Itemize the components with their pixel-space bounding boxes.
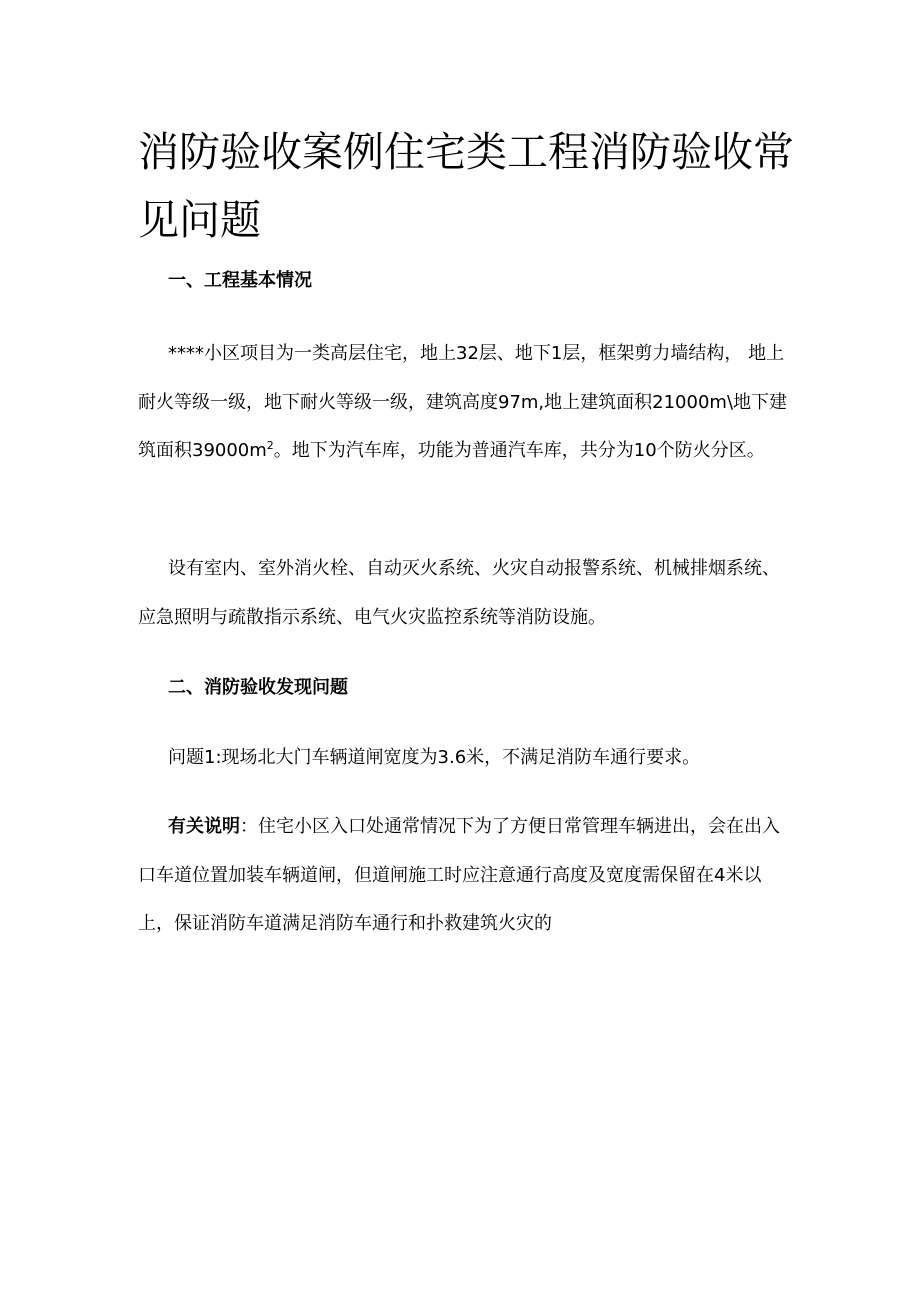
document-title: 消防验收案例住宅类工程消防验收常见问题 [138,128,794,244]
note-text: ：住宅小区入口处通常情况下为了方便日常管理车辆进出，会在出入口车道位置加装车辆道闸，但道闸施工时应注意通行高度及宽度需保留在4米以上，保证消防车道满足消防车通行和扑救建筑火灾的 [138,816,780,934]
section-heading-basic-info: 一、工程基本情况 [168,270,312,291]
paragraph-fire-facilities: 设有室内、室外消火栓、自动灭火系统、火灾自动报警系统、机械排烟系统、应急照明与疏散指示系统、电气火灾监控系统等消防设施。 [138,558,780,628]
paragraph-problem-1: 问题1:现场北大门车辆道闸宽度为3.6米，不满足消防车通行要求。 [168,747,701,768]
note-label: 有关说明 [168,816,240,837]
superscript-square: 2 [266,439,274,452]
paragraph-project-overview [138,330,790,476]
paragraph-project-overview-text-1: ****小区项目为一类高层住宅，地上32层、地下1层，框架剪力墙结构， 地上耐火等级一级，地下耐火等级一级，建筑高度97m,地上建筑面积21000m\地下建筑面积39000m [138,343,788,461]
section-heading-problems-found: 二、消防验收发现问题 [168,677,348,698]
paragraph-related-note [138,803,790,949]
paragraph-project-overview-text-2: 。地下为汽车库，功能为普通汽车库，共分为10个防火分区。 [273,440,765,461]
